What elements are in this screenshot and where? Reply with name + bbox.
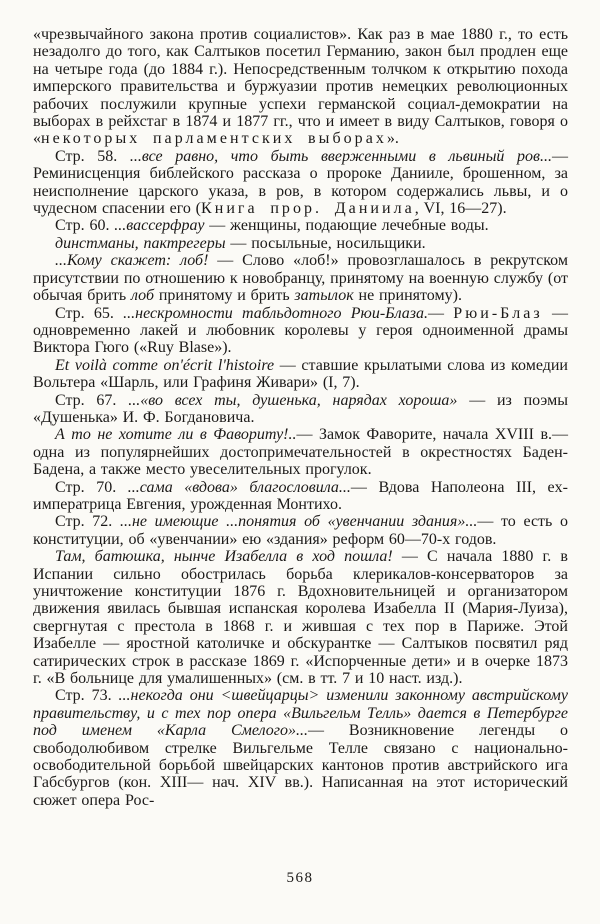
text-segment: — то есть о конституции, об «увенчании» ею «здания» реформ 60—70-х годов. [33, 513, 568, 548]
paragraph [33, 513, 568, 548]
text-segment: — Вдова Наполеона III, ex-императрица Евгения, урожденная Монтихо. [33, 478, 568, 513]
text-segment: — ставшие крылатыми слова из комедии Вольтера «Шарль, или Графиня Живари» (I, 7). [33, 356, 568, 392]
text-block [33, 26, 568, 809]
text-segment: ...не имеющие ...понятия об «увенчании здания»... [119, 513, 478, 531]
text-segment: Стр. 67. [55, 391, 129, 409]
text-segment: — посыльные, носильщики. [225, 234, 426, 252]
text-segment: ...«во всех ты, душенька, нарядах хороша» [128, 391, 458, 409]
text-segment: — Реминисценция библейского рассказа о пророке Данииле, брошенном, за неисполнение царского указа, в ров, в котором содержались львы, и о чудесном спасении его ( [33, 147, 569, 218]
text-segment: Стр. 72. [55, 513, 120, 531]
paragraph [33, 687, 568, 809]
text-segment: ...вассерфрау [114, 217, 205, 235]
text-segment: Стр. 73. [55, 687, 119, 705]
paragraph [33, 235, 568, 252]
text-segment: Стр. 70. [55, 478, 128, 496]
text-segment: ...некогда они <швейцарцы> изменили законному австрийскому правительству, и с тех пор опера «Вильгельм Телль» дается в Петербурге под именем «Карла Смелого»... [33, 687, 568, 740]
text-segment: не принятому). [353, 287, 462, 305]
paragraph [33, 479, 568, 514]
text-segment: — Возникновение легенды о свободолюбивом стрелке Вильгельме Телле связано с национально-освободительной борьбой швейцарских кантонов против австрийского ига Габсбургов (кон. XIII— нач. XIV вв.). Написанная на этот исторический сюжет опера Рос- [33, 722, 568, 809]
text-segment: затылок [294, 287, 354, 305]
text-segment: принятому и брить [154, 287, 295, 305]
text-segment: — [428, 304, 454, 322]
text-segment: ...нескромности табльдотного Рюи-Блаза. [123, 304, 429, 322]
text-segment: , VI, 16—27). [414, 200, 507, 218]
text-segment: — женщины, подающие лечебные воды. [204, 217, 489, 235]
paragraph [33, 548, 568, 687]
text-segment: А то не хотите ли в Фавориту!.. [55, 426, 297, 444]
paragraph [33, 26, 568, 148]
paragraph [33, 357, 568, 392]
paragraph [33, 305, 568, 357]
text-segment: Там, батюшка, нынче Изабелла в ход пошла! [55, 548, 393, 566]
text-segment: Стр. 65. [55, 304, 124, 322]
text-segment: лоб [131, 287, 155, 305]
text-segment: — С начала 1880 г. в Испании сильно обострилась борьба клерикалов-консерваторов за уничтожение конституции 1876 г. Вдохновительницей и организатором движения явилась бывшая испанская королева Изабелла II (Мария-Луиза), свергнутая с престола в 1868 г. и жившая с тех пор в Париже. Этой Изабелле — яростной католичке и обскурантке — Салтыков посвятил ряд сатирических строк в рассказе 1869 г. «Испорченные дети» и в очерке 1873 г. «В больнице для умалишенных» (см. в тт. 7 и 10 наст. изд.). [33, 548, 568, 688]
text-segment: — из поэмы «Душенька» И. Ф. Богдановича. [33, 391, 568, 426]
text-segment: «чрезвычайного закона против социалистов». Как раз в мае 1880 г., то есть незадолго до того, как Салтыков посетил Германию, закон был продлен еще на четыре года (до 1884 г.). Непосредственным толчком к открытию похода имперского правительства и буржуазии против немецких революционных рабочих послужили крупные успехи германской социал-демократии на выборах в рейхстаг в 1874 и 1877 гг., что и имеет в виду Салтыков, говоря о « [33, 26, 568, 148]
text-segment: Книга прор. Даниила [201, 200, 415, 218]
text-segment: динстманы, пактрегеры [55, 234, 226, 252]
text-segment: Стр. 58. [55, 147, 130, 165]
text-segment: — Замок Фаворите, начала XVIII в.— одна из популярнейших достопримечательностей в окрестностях Баден-Бадена, а также место увеселительных прогулок. [33, 426, 568, 479]
text-segment: ...все равно, что быть вверженными в львиный ров... [129, 147, 553, 165]
text-segment: — одновременно лакей и любовник королевы у героя одноименной драмы Виктора Гюго («Ruy Blase»). [33, 304, 568, 357]
text-segment: — Слово «лоб!» провозглашалось в рекрутском присутствии по отношению к новобранцу, принятому на военную службу (от обычая брить [33, 252, 568, 305]
text-segment: ». [386, 130, 399, 148]
page-number: 568 [286, 870, 314, 886]
text-segment: ...сама «вдова» благословила... [127, 478, 351, 496]
paragraph [33, 148, 568, 218]
text-segment: Et voilà comme on'écrit l'histoire [55, 356, 275, 374]
paragraph [33, 426, 568, 478]
paragraph [33, 217, 568, 234]
paragraph [33, 252, 568, 304]
paragraph [33, 392, 568, 427]
text-segment: некоторых парламентских выборах [41, 130, 387, 148]
text-segment: Стр. 60. [55, 217, 115, 235]
text-segment: Рюи-Блаз [453, 304, 543, 322]
text-segment: ...Кому скажет: лоб! [55, 252, 209, 270]
